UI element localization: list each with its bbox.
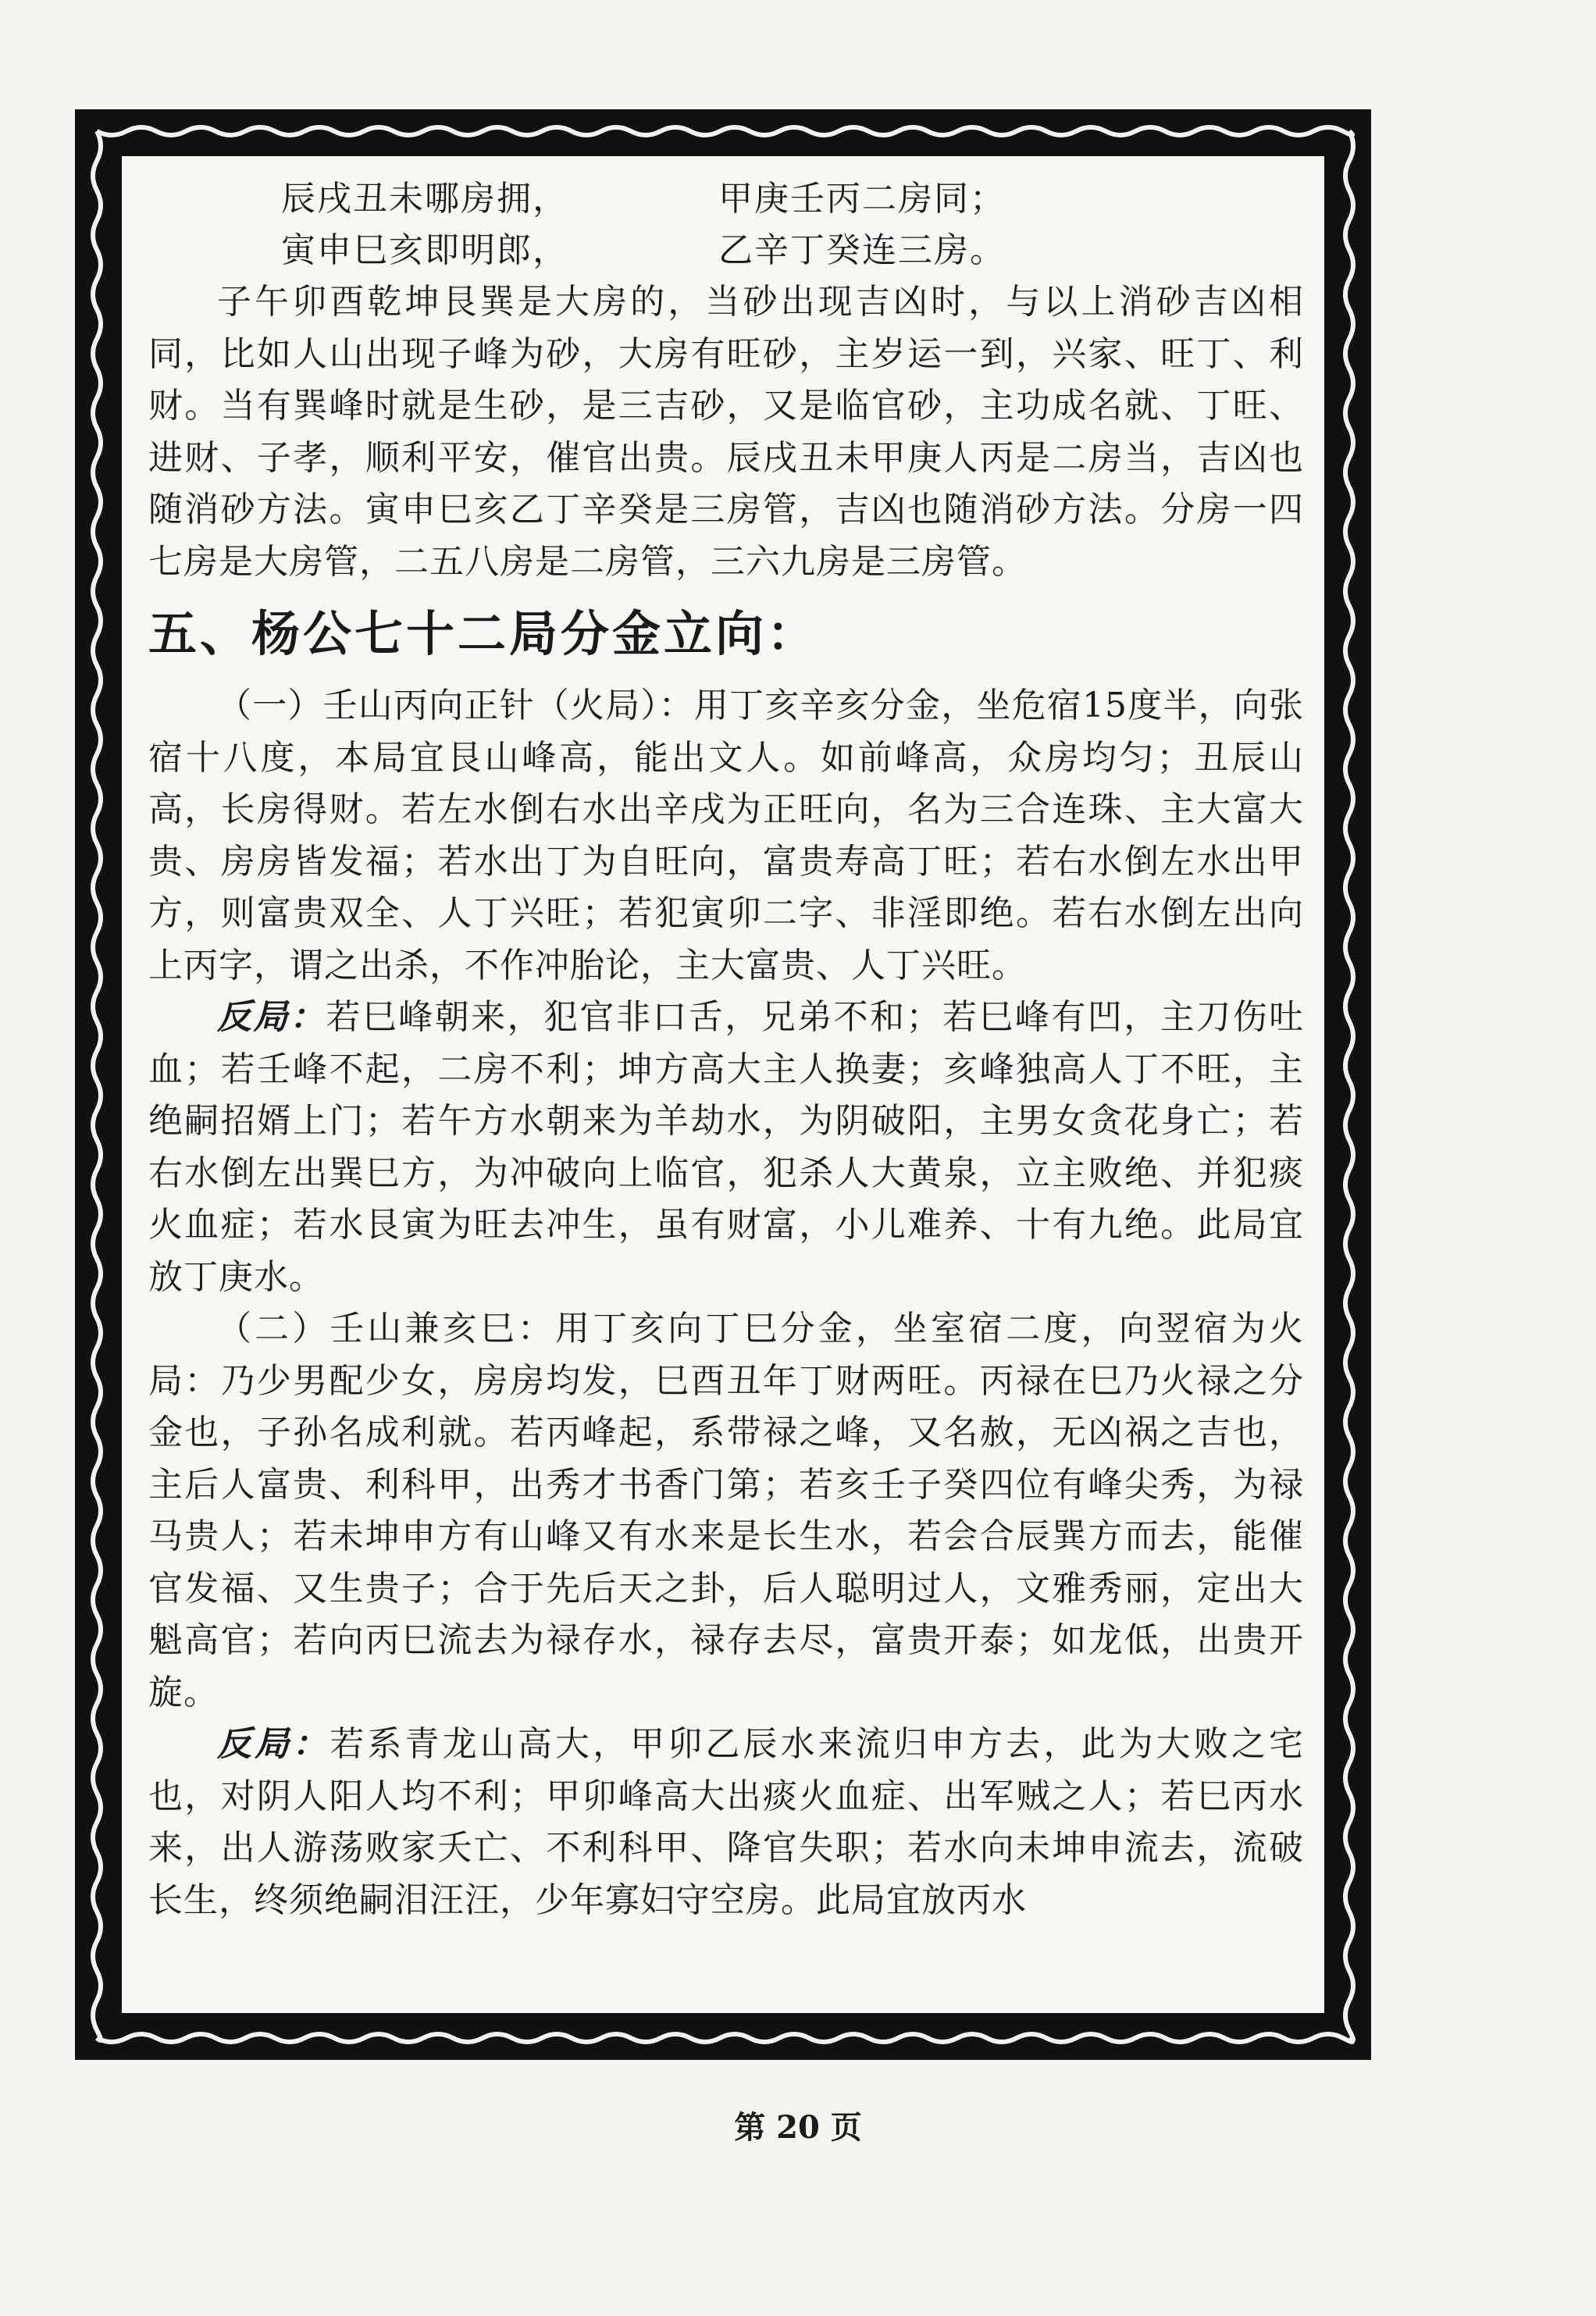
section-1-paragraph — [148, 680, 1304, 992]
section-2-lead: （二）壬山兼亥巳： — [217, 1309, 555, 1349]
decorative-border-frame — [75, 109, 1371, 2060]
section-1-reverse-text: 若巳峰朝来，犯官非口舌，兄弟不和；若巳峰有凹，主刀伤吐血；若壬峰不起，二房不利；坤方高大主人换妻；亥峰独高人丁不旺，主绝嗣招婿上门；若午方水朝来为羊劫水，为阴破阳，主男女贪花身亡；若右水倒左出巽巳方，为冲破向上临官，犯杀人大黄泉，立主败绝、并犯痰火血症；若水艮寅为旺去冲生，虽有财富，小儿难养、十有九绝。此局宜放丁庚水。 — [148, 997, 1305, 1297]
border-wave-0 — [97, 127, 1352, 135]
verse-line-2-right: 乙辛丁癸连三房。 — [718, 230, 1006, 270]
section-heading: 五、杨公七十二局分金立向： — [148, 605, 819, 662]
section-1-lead: （一）壬山丙向正针（火局）： — [217, 686, 694, 725]
section-2-reverse-text: 若系青龙山高大，甲卯乙辰水来流归申方去，此为大败之宅也，对阴人阳人均不利；甲卯峰高大出痰火血症、出军贼之人；若巳丙水来，出人游荡败家夭亡、不利科甲、降官失职；若水向未坤申流去，流破长生，终须绝嗣泪汪汪，少年寡妇守空房。此局宜放丙水 — [148, 1724, 1305, 1920]
section-2-reverse-paragraph — [148, 1719, 1304, 1926]
verse-line-2 — [148, 225, 1304, 276]
verse-line-1-left: 辰戌丑未哪房拥， — [281, 179, 568, 219]
border-wave-2 — [93, 131, 101, 2040]
page-number: 第 20 页 — [734, 2109, 862, 2146]
intro-paragraph: 子午卯酉乾坤艮巽是大房的，当砂出现吉凶时，与以上消砂吉凶相同，比如人山出现子峰为砂，大房有旺砂，主岁运一到，兴家、旺丁、利财。当有巽峰时就是生砂，是三吉砂，又是临官砂，主功成名就、丁旺、进财、子孝，顺利平安，催官出贵。辰戌丑未甲庚人丙是二房当，吉凶也随消砂方法。寅申巳亥乙丁辛癸是三房管，吉凶也随消砂方法。分房一四七房是大房管，二五八房是二房管，三六九房是三房管。 — [148, 282, 1304, 582]
section-1-text: 用丁亥辛亥分金，坐危宿15度半，向张宿十八度，本局宜艮山峰高，能出文人。如前峰高，众房均匀；丑辰山高，长房得财。若左水倒右水出辛戌为正旺向，名为三合连珠、主大富大贵、房房皆发福；若水出丁为自旺向，富贵寿高丁旺；若右水倒左水出甲方，则富贵双全、人丁兴旺；若犯寅卯二字、非淫即绝。若右水倒左出向上丙字，谓之出杀，不作冲胎论，主大富贵、人丁兴旺。 — [148, 686, 1304, 985]
border-wave-1 — [97, 2034, 1352, 2042]
text-panel — [119, 153, 1327, 2016]
verse-line-1 — [148, 173, 1304, 225]
verse-line-2-left: 寅申巳亥即明郎， — [281, 230, 568, 270]
section-2-text: 用丁亥向丁巳分金，坐室宿二度，向翌宿为火局：乃少男配少女，房房均发，巳酉丑年丁财两旺。丙禄在巳乃火禄之分金也，子孙名成利就。若丙峰起，系带禄之峰，又名赦，无凶祸之吉也，主后人富贵、利科甲，出秀才书香门第；若亥壬子癸四位有峰尖秀，为禄马贵人；若未坤申方有山峰又有水来是长生水，若会合辰巽方而去，能催官发福、又生贵子；合于先后天之卦，后人聪明过人，文雅秀丽，定出大魁高官；若向丙巳流去为禄存水，禄存去尽，富贵开泰；如龙低，出贵开旋。 — [148, 1309, 1305, 1712]
section-2-paragraph — [148, 1303, 1304, 1719]
reverse-label-1: 反局： — [217, 997, 326, 1037]
verse-line-1-right: 甲庚壬丙二房同； — [718, 179, 1006, 219]
reverse-label-2: 反局： — [217, 1724, 330, 1764]
page-content — [148, 173, 1304, 1926]
border-wave-3 — [1345, 131, 1353, 2040]
section-1-reverse-paragraph — [148, 992, 1304, 1303]
